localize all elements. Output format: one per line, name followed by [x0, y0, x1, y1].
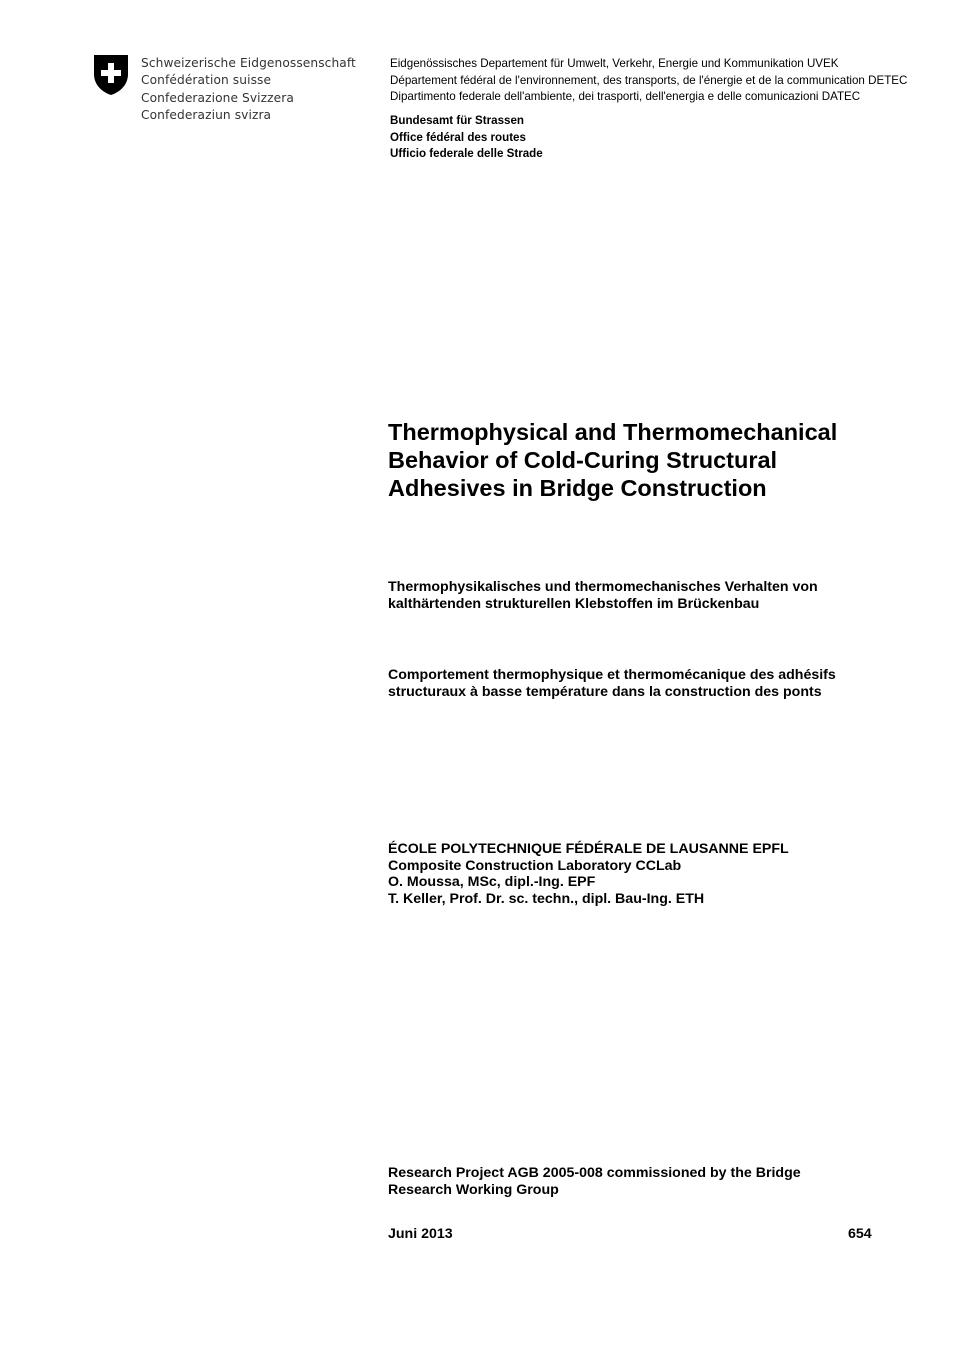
- report-title-line: Thermophysical and Thermomechanical: [388, 419, 838, 445]
- publication-date: Juni 2013: [388, 1226, 453, 1242]
- authors-block: [388, 841, 789, 907]
- subtitle-german: [388, 579, 818, 613]
- report-title-line: Adhesives in Bridge Construction: [388, 475, 767, 501]
- subtitle-french-line: Comportement thermophysique et thermomécanique des adhésifs: [388, 667, 836, 683]
- department-de: Eidgenössisches Departement für Umwelt, Verkehr, Energie und Kommunikation UVEK: [390, 57, 839, 70]
- department-it: Dipartimento federale dell'ambiente, dei trasporti, dell'energia e delle comunicazioni DATEC: [390, 90, 861, 104]
- confederation-name-it: Confederazione Svizzera: [141, 90, 294, 105]
- subtitle-german-line: kalthärtenden strukturellen Klebstoffen im Brückenbau: [388, 596, 760, 612]
- subtitle-german-line: Thermophysikalisches und thermomechanisches Verhalten von: [388, 579, 818, 595]
- subtitle-french-line: structuraux à basse température dans la construction des ponts: [388, 684, 822, 700]
- confederation-names: [141, 55, 356, 125]
- author: O. Moussa, MSc, dipl.-Ing. EPF: [388, 874, 596, 891]
- office-fr: Office fédéral des routes: [390, 130, 526, 144]
- project-line: Research Project AGB 2005-008 commissioned by the Bridge: [388, 1165, 801, 1181]
- swiss-shield-icon: [92, 54, 130, 96]
- confederation-name-fr: Confédération suisse: [141, 73, 272, 88]
- office-it: Ufficio federale delle Strade: [390, 147, 543, 161]
- subtitle-french: [388, 667, 836, 701]
- office-block: [390, 113, 543, 163]
- project-statement: [388, 1165, 801, 1198]
- report-number: 654: [848, 1226, 872, 1242]
- confederation-name-rm: Confederaziun svizra: [141, 108, 272, 123]
- department-fr: Département fédéral de l'environnement, des transports, de l'énergie et de la communication DETEC: [390, 73, 908, 87]
- author: T. Keller, Prof. Dr. sc. techn., dipl. Bau-Ing. ETH: [388, 890, 705, 907]
- office-de: Bundesamt für Strassen: [390, 114, 525, 127]
- confederation-name-de: Schweizerische Eidgenossenschaft: [141, 56, 356, 70]
- report-title-line: Behavior of Cold-Curing Structural: [388, 447, 778, 473]
- laboratory: Composite Construction Laboratory CCLab: [388, 857, 682, 874]
- report-title: [388, 418, 888, 502]
- department-block: [390, 56, 907, 106]
- project-line: Research Working Group: [388, 1181, 559, 1198]
- institution: ÉCOLE POLYTECHNIQUE FÉDÉRALE DE LAUSANNE EPFL: [388, 841, 789, 857]
